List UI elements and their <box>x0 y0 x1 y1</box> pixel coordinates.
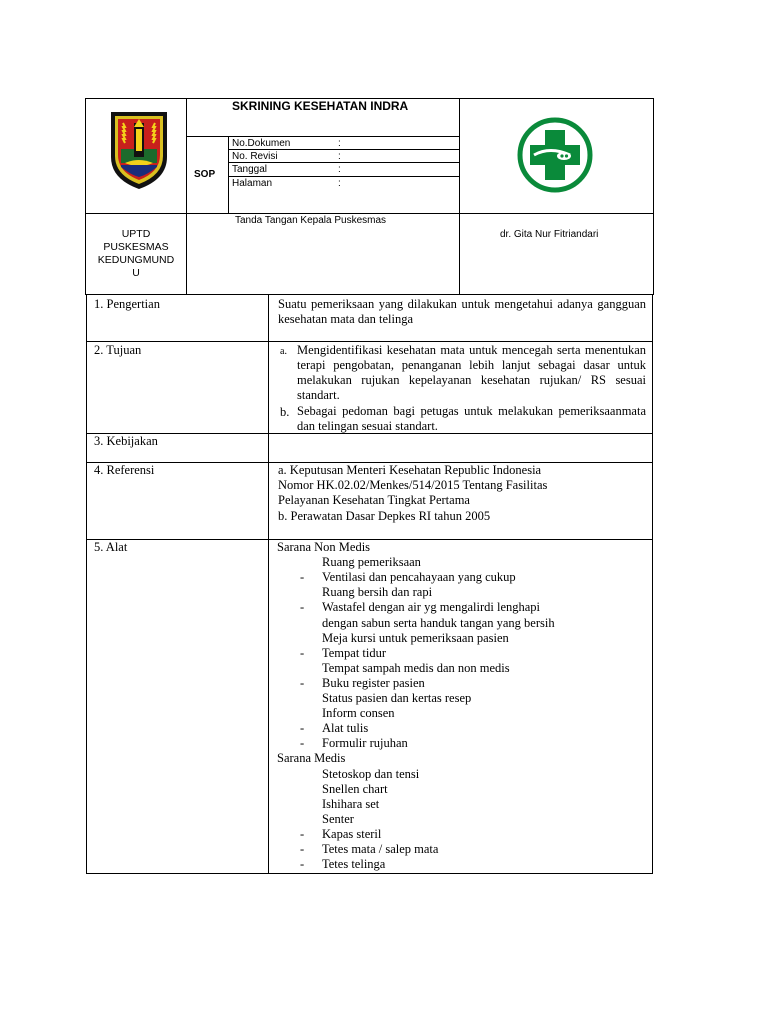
alat-item: Stetoskop dan tensi <box>322 766 420 781</box>
alat-bullet-dash: - <box>300 842 305 856</box>
tujuan-marker-a: a. <box>280 346 287 357</box>
alat-item: Inform consen <box>322 706 395 721</box>
row-label-referensi: 4. Referensi <box>94 463 155 477</box>
unit-line: U <box>132 267 140 279</box>
alat-item: Ventilasi dan pencahayaan yang cukup <box>322 570 516 585</box>
unit-line: PUSKESMAS <box>103 241 169 253</box>
row-divider-1 <box>86 341 653 342</box>
alat-item: Snellen chart <box>322 781 388 796</box>
unit-name <box>86 228 186 280</box>
alat-bullet-dash: - <box>300 645 305 660</box>
unit-line: KEDUNGMUND <box>97 254 175 266</box>
alat-bullet-dash: - <box>300 570 305 585</box>
alat-item: Formulir rujuhan <box>322 736 408 751</box>
alat-item: Tempat tidur <box>322 645 387 660</box>
meta-colon: : <box>338 164 341 175</box>
tujuan-marker-b: b. <box>280 405 290 419</box>
signature-label: Tanda Tangan Kepala Puskesmas <box>235 215 387 226</box>
alat-item: Status pasien dan kertas resep <box>322 691 472 705</box>
row-label-pengertian: 1. Pengertian <box>94 297 160 311</box>
header-right-border <box>653 98 654 295</box>
alat-bullet-dash: - <box>300 600 305 615</box>
meta-colon: : <box>338 178 341 189</box>
meta-colon: : <box>338 138 341 149</box>
semarang-coat-of-arms-icon <box>107 109 171 191</box>
header-bottom-border <box>85 294 654 295</box>
row-label-alat: 5. Alat <box>94 540 128 554</box>
header-divider-sop <box>228 136 229 213</box>
alat-bullet-dash: - <box>300 857 305 872</box>
meta-label: No. Revisi <box>232 151 278 162</box>
alat-item: Senter <box>322 811 354 826</box>
table-bottom-border <box>86 873 653 874</box>
meta-label: Tanggal <box>232 164 268 175</box>
alat-item: Alat tulis <box>322 721 369 736</box>
alat-section-heading: Sarana Non Medis <box>277 540 371 554</box>
alat-section-heading: Sarana Medis <box>277 751 346 766</box>
referensi-line: Pelayanan Kesehatan Tingkat Pertama <box>278 493 470 507</box>
pengertian-text: Suatu pemeriksaan yang dilakukan untuk mengetahui adanya gangguan kesehatan mata dan telinga <box>278 297 646 326</box>
table-right-border <box>652 295 653 874</box>
row-label-tujuan: 2. Tujuan <box>94 343 142 357</box>
tujuan-item-b: Sebagai pedoman bagi petugas untuk melakukan pemeriksaanmata dan telingan sesuai standart. <box>297 404 646 433</box>
meta-label: No.Dokumen <box>232 138 291 149</box>
alat-bullet-dash: - <box>300 721 305 736</box>
meta-row-no-dokumen <box>232 137 458 150</box>
referensi-line: Nomor HK.02.02/Menkes/514/2015 Tentang Fasilitas <box>278 478 548 492</box>
unit-line: UPTD <box>121 228 151 240</box>
meta-colon: : <box>338 151 341 162</box>
alat-item: Ruang pemeriksaan <box>322 555 421 570</box>
alat-item: Tetes telinga <box>322 857 386 872</box>
alat-item: dengan sabun serta handuk tangan yang bersih <box>322 615 555 630</box>
header-mid-border <box>85 213 654 214</box>
sop-label: SOP <box>194 169 216 180</box>
referensi-line: b. Perawatan Dasar Depkes RI tahun 2005 <box>278 509 491 523</box>
puskesmas-green-cross-icon <box>516 116 594 194</box>
header-divider-2 <box>459 98 460 295</box>
alat-item: Tetes mata / salep mata <box>322 842 439 856</box>
alat-item: Ishihara set <box>322 796 380 811</box>
header-divider-1 <box>186 98 187 295</box>
alat-bullet-dash: - <box>300 675 305 690</box>
head-name: dr. Gita Nur Fitriandari <box>500 229 599 240</box>
meta-row-no-revisi <box>232 150 458 163</box>
row-label-kebijakan: 3. Kebijakan <box>94 434 158 448</box>
alat-item: Buku register pasien <box>322 675 425 690</box>
alat-item: Tempat sampah medis dan non medis <box>322 660 510 675</box>
alat-bullet-dash: - <box>300 826 305 841</box>
table-left-border <box>86 295 87 874</box>
referensi-line: a. Keputusan Menteri Kesehatan Republic Indonesia <box>278 463 542 477</box>
alat-item: Wastafel dengan air yg mengalirdi lenghapi <box>322 600 541 615</box>
meta-row-halaman <box>232 177 458 190</box>
alat-bullet-dash: - <box>300 736 305 751</box>
table-col-divider <box>268 295 269 874</box>
alat-item: Ruang bersih dan rapi <box>322 585 433 600</box>
alat-item: Kapas steril <box>322 826 382 841</box>
page-title: SKRINING KESEHATAN INDRA <box>232 99 409 113</box>
meta-label: Halaman <box>232 178 273 189</box>
meta-row-tanggal <box>232 163 458 176</box>
alat-item: Meja kursi untuk pemeriksaan pasien <box>322 630 509 645</box>
tujuan-item-a: Mengidentifikasi kesehatan mata untuk mencegah serta menentukan terapi pengobatan, penanganan lebih lanjut sebagai dasar untuk melakukan rujukan kepelayanan kesehatan rujukan/ RS sesuai standart. <box>297 343 646 402</box>
